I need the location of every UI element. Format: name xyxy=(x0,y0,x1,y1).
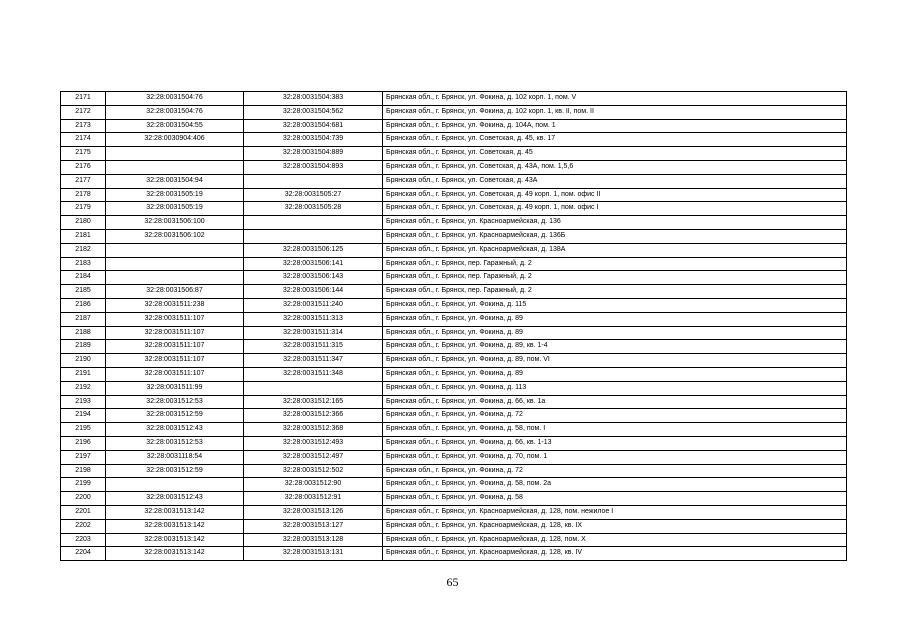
object-cadastral-cell xyxy=(244,216,383,230)
land-plot-cadastral-cell: 32:28:0031511:107 xyxy=(106,326,244,340)
land-plot-cadastral-cell: 32:28:0031511:107 xyxy=(106,354,244,368)
row-number-cell: 2204 xyxy=(61,547,106,561)
row-number-cell: 2176 xyxy=(61,160,106,174)
address-cell: Брянская обл., г. Брянск, ул. Красноармейская, д. 136 xyxy=(383,216,847,230)
object-cadastral-cell: 32:28:0031505:27 xyxy=(244,188,383,202)
land-plot-cadastral-cell xyxy=(106,271,244,285)
address-cell: Брянская обл., г. Брянск, ул. Фокина, д. 102 корп. 1, пом. V xyxy=(383,92,847,106)
address-cell: Брянская обл., г. Брянск, ул. Фокина, д. 70, пом. 1 xyxy=(383,450,847,464)
row-number-cell: 2182 xyxy=(61,243,106,257)
table-row xyxy=(61,354,847,368)
address-cell: Брянская обл., г. Брянск, ул. Красноармейская, д. 128, пом. нежилое I xyxy=(383,505,847,519)
table-row xyxy=(61,243,847,257)
object-cadastral-cell: 32:28:0031506:144 xyxy=(244,285,383,299)
object-cadastral-cell: 32:28:0031511:348 xyxy=(244,367,383,381)
land-plot-cadastral-cell: 32:28:0031506:100 xyxy=(106,216,244,230)
table-row xyxy=(61,229,847,243)
table-row xyxy=(61,312,847,326)
row-number-cell: 2175 xyxy=(61,147,106,161)
address-cell: Брянская обл., г. Брянск, ул. Фокина, д. 115 xyxy=(383,298,847,312)
table-row xyxy=(61,298,847,312)
land-plot-cadastral-cell: 32:28:0031513:142 xyxy=(106,505,244,519)
object-cadastral-cell xyxy=(244,381,383,395)
table-row xyxy=(61,450,847,464)
row-number-cell: 2180 xyxy=(61,216,106,230)
row-number-cell: 2200 xyxy=(61,492,106,506)
table-row xyxy=(61,285,847,299)
object-cadastral-cell: 32:28:0031504:681 xyxy=(244,119,383,133)
address-cell: Брянская обл., г. Брянск, ул. Фокина, д. 72 xyxy=(383,464,847,478)
object-cadastral-cell: 32:28:0031504:562 xyxy=(244,105,383,119)
address-cell: Брянская обл., г. Брянск, ул. Красноармейская, д. 128, пом. X xyxy=(383,533,847,547)
address-cell: Брянская обл., г. Брянск, ул. Фокина, д. 89, пом. VI xyxy=(383,354,847,368)
land-plot-cadastral-cell: 32:28:0031513:142 xyxy=(106,519,244,533)
table-row xyxy=(61,326,847,340)
row-number-cell: 2185 xyxy=(61,285,106,299)
object-cadastral-cell: 32:28:0031512:90 xyxy=(244,478,383,492)
object-cadastral-cell: 32:28:0031511:313 xyxy=(244,312,383,326)
object-cadastral-cell: 32:28:0031513:128 xyxy=(244,533,383,547)
object-cadastral-cell: 32:28:0031505:28 xyxy=(244,202,383,216)
land-plot-cadastral-cell: 32:28:0030904:406 xyxy=(106,133,244,147)
address-cell: Брянская обл., г. Брянск, ул. Советская, д. 45, кв. 17 xyxy=(383,133,847,147)
object-cadastral-cell: 32:28:0031513:126 xyxy=(244,505,383,519)
table-row xyxy=(61,119,847,133)
row-number-cell: 2197 xyxy=(61,450,106,464)
address-cell: Брянская обл., г. Брянск, ул. Красноармейская, д. 136Б xyxy=(383,229,847,243)
row-number-cell: 2196 xyxy=(61,436,106,450)
row-number-cell: 2189 xyxy=(61,340,106,354)
address-cell: Брянская обл., г. Брянск, ул. Красноармейская, д. 138А xyxy=(383,243,847,257)
object-cadastral-cell: 32:28:0031504:739 xyxy=(244,133,383,147)
land-plot-cadastral-cell: 32:28:0031506:102 xyxy=(106,229,244,243)
land-plot-cadastral-cell: 32:28:0031511:107 xyxy=(106,312,244,326)
object-cadastral-cell: 32:28:0031512:497 xyxy=(244,450,383,464)
address-cell: Брянская обл., г. Брянск, ул. Фокина, д. 58, пом. I xyxy=(383,423,847,437)
object-cadastral-cell: 32:28:0031512:368 xyxy=(244,423,383,437)
table-row xyxy=(61,340,847,354)
row-number-cell: 2198 xyxy=(61,464,106,478)
land-plot-cadastral-cell: 32:28:0031504:76 xyxy=(106,92,244,106)
object-cadastral-cell: 32:28:0031511:347 xyxy=(244,354,383,368)
table-row xyxy=(61,133,847,147)
object-cadastral-cell: 32:28:0031504:889 xyxy=(244,147,383,161)
land-plot-cadastral-cell xyxy=(106,147,244,161)
table-row xyxy=(61,202,847,216)
object-cadastral-cell: 32:28:0031511:315 xyxy=(244,340,383,354)
land-plot-cadastral-cell: 32:28:0031512:59 xyxy=(106,409,244,423)
table-row xyxy=(61,216,847,230)
address-cell: Брянская обл., г. Брянск, ул. Советская, д. 43А xyxy=(383,174,847,188)
object-cadastral-cell: 32:28:0031511:240 xyxy=(244,298,383,312)
table-row xyxy=(61,547,847,561)
address-cell: Брянская обл., г. Брянск, ул. Фокина, д. 66, кв. 1-13 xyxy=(383,436,847,450)
row-number-cell: 2193 xyxy=(61,395,106,409)
address-cell: Брянская обл., г. Брянск, ул. Советская, д. 49 корп. 1, пом. офис II xyxy=(383,188,847,202)
land-plot-cadastral-cell: 32:28:0031512:53 xyxy=(106,395,244,409)
address-cell: Брянская обл., г. Брянск, ул. Фокина, д. 66, кв. 1а xyxy=(383,395,847,409)
object-cadastral-cell xyxy=(244,174,383,188)
table-row xyxy=(61,367,847,381)
address-cell: Брянская обл., г. Брянск, ул. Советская, д. 49 корп. 1, пом. офис I xyxy=(383,202,847,216)
table-row xyxy=(61,105,847,119)
table-row xyxy=(61,505,847,519)
table-row xyxy=(61,160,847,174)
land-plot-cadastral-cell xyxy=(106,478,244,492)
land-plot-cadastral-cell: 32:28:0031504:76 xyxy=(106,105,244,119)
row-number-cell: 2194 xyxy=(61,409,106,423)
row-number-cell: 2191 xyxy=(61,367,106,381)
land-plot-cadastral-cell: 32:28:0031504:55 xyxy=(106,119,244,133)
address-cell: Брянская обл., г. Брянск, ул. Советская, д. 45 xyxy=(383,147,847,161)
object-cadastral-cell: 32:28:0031512:165 xyxy=(244,395,383,409)
table-row xyxy=(61,409,847,423)
land-plot-cadastral-cell: 32:28:0031513:142 xyxy=(106,533,244,547)
registry-table xyxy=(60,91,847,561)
table-row xyxy=(61,478,847,492)
address-cell: Брянская обл., г. Брянск, ул. Фокина, д. 89 xyxy=(383,367,847,381)
land-plot-cadastral-cell: 32:28:0031511:238 xyxy=(106,298,244,312)
object-cadastral-cell xyxy=(244,229,383,243)
registry-table-body xyxy=(61,92,847,561)
object-cadastral-cell: 32:28:0031506:143 xyxy=(244,271,383,285)
address-cell: Брянская обл., г. Брянск, пер. Гаражный, д. 2 xyxy=(383,285,847,299)
land-plot-cadastral-cell: 32:28:0031512:43 xyxy=(106,492,244,506)
table-row xyxy=(61,533,847,547)
address-cell: Брянская обл., г. Брянск, ул. Фокина, д. 89 xyxy=(383,312,847,326)
row-number-cell: 2181 xyxy=(61,229,106,243)
object-cadastral-cell: 32:28:0031512:366 xyxy=(244,409,383,423)
land-plot-cadastral-cell: 32:28:0031506:87 xyxy=(106,285,244,299)
row-number-cell: 2174 xyxy=(61,133,106,147)
land-plot-cadastral-cell: 32:28:0031512:59 xyxy=(106,464,244,478)
row-number-cell: 2192 xyxy=(61,381,106,395)
page-number: 65 xyxy=(446,575,459,589)
land-plot-cadastral-cell: 32:28:0031512:53 xyxy=(106,436,244,450)
land-plot-cadastral-cell: 32:28:0031505:19 xyxy=(106,188,244,202)
address-cell: Брянская обл., г. Брянск, пер. Гаражный, д. 2 xyxy=(383,257,847,271)
row-number-cell: 2183 xyxy=(61,257,106,271)
land-plot-cadastral-cell: 32:28:0031511:107 xyxy=(106,340,244,354)
land-plot-cadastral-cell: 32:28:0031513:142 xyxy=(106,547,244,561)
address-cell: Брянская обл., г. Брянск, ул. Советская, д. 43А, пом. 1,5,6 xyxy=(383,160,847,174)
land-plot-cadastral-cell: 32:28:0031511:107 xyxy=(106,367,244,381)
table-row xyxy=(61,395,847,409)
object-cadastral-cell: 32:28:0031513:131 xyxy=(244,547,383,561)
table-row xyxy=(61,92,847,106)
table-row xyxy=(61,188,847,202)
address-cell: Брянская обл., г. Брянск, ул. Фокина, д. 72 xyxy=(383,409,847,423)
row-number-cell: 2171 xyxy=(61,92,106,106)
land-plot-cadastral-cell: 32:28:0031505:19 xyxy=(106,202,244,216)
row-number-cell: 2195 xyxy=(61,423,106,437)
land-plot-cadastral-cell: 32:28:0031118:54 xyxy=(106,450,244,464)
row-number-cell: 2184 xyxy=(61,271,106,285)
address-cell: Брянская обл., г. Брянск, ул. Красноармейская, д. 128, кв. IV xyxy=(383,547,847,561)
address-cell: Брянская обл., г. Брянск, ул. Красноармейская, д. 128, кв. IX xyxy=(383,519,847,533)
address-cell: Брянская обл., г. Брянск, ул. Фокина, д. 113 xyxy=(383,381,847,395)
address-cell: Брянская обл., г. Брянск, ул. Фокина, д. 58, пом. 2а xyxy=(383,478,847,492)
address-cell: Брянская обл., г. Брянск, ул. Фокина, д. 89, кв. 1-4 xyxy=(383,340,847,354)
table-row xyxy=(61,423,847,437)
land-plot-cadastral-cell xyxy=(106,160,244,174)
row-number-cell: 2188 xyxy=(61,326,106,340)
row-number-cell: 2186 xyxy=(61,298,106,312)
object-cadastral-cell: 32:28:0031513:127 xyxy=(244,519,383,533)
land-plot-cadastral-cell xyxy=(106,257,244,271)
table-row xyxy=(61,436,847,450)
row-number-cell: 2199 xyxy=(61,478,106,492)
object-cadastral-cell: 32:28:0031506:141 xyxy=(244,257,383,271)
table-row xyxy=(61,147,847,161)
row-number-cell: 2203 xyxy=(61,533,106,547)
row-number-cell: 2202 xyxy=(61,519,106,533)
row-number-cell: 2177 xyxy=(61,174,106,188)
table-row xyxy=(61,519,847,533)
table-row xyxy=(61,257,847,271)
address-cell: Брянская обл., г. Брянск, ул. Фокина, д. 89 xyxy=(383,326,847,340)
object-cadastral-cell: 32:28:0031512:502 xyxy=(244,464,383,478)
land-plot-cadastral-cell: 32:28:0031512:43 xyxy=(106,423,244,437)
row-number-cell: 2190 xyxy=(61,354,106,368)
address-cell: Брянская обл., г. Брянск, ул. Фокина, д. 102 корп. 1, кв. II, пом. II xyxy=(383,105,847,119)
row-number-cell: 2172 xyxy=(61,105,106,119)
row-number-cell: 2201 xyxy=(61,505,106,519)
object-cadastral-cell: 32:28:0031511:314 xyxy=(244,326,383,340)
object-cadastral-cell: 32:28:0031512:493 xyxy=(244,436,383,450)
table-row xyxy=(61,492,847,506)
row-number-cell: 2178 xyxy=(61,188,106,202)
address-cell: Брянская обл., г. Брянск, ул. Фокина, д. 104А, пом. 1 xyxy=(383,119,847,133)
row-number-cell: 2173 xyxy=(61,119,106,133)
land-plot-cadastral-cell: 32:28:0031504:94 xyxy=(106,174,244,188)
table-row xyxy=(61,381,847,395)
object-cadastral-cell: 32:28:0031504:893 xyxy=(244,160,383,174)
address-cell: Брянская обл., г. Брянск, пер. Гаражный, д. 2 xyxy=(383,271,847,285)
table-row xyxy=(61,271,847,285)
object-cadastral-cell: 32:28:0031506:125 xyxy=(244,243,383,257)
object-cadastral-cell: 32:28:0031504:383 xyxy=(244,92,383,106)
table-row xyxy=(61,464,847,478)
address-cell: Брянская обл., г. Брянск, ул. Фокина, д. 58 xyxy=(383,492,847,506)
land-plot-cadastral-cell: 32:28:0031511:99 xyxy=(106,381,244,395)
row-number-cell: 2187 xyxy=(61,312,106,326)
land-plot-cadastral-cell xyxy=(106,243,244,257)
object-cadastral-cell: 32:28:0031512:91 xyxy=(244,492,383,506)
table-row xyxy=(61,174,847,188)
row-number-cell: 2179 xyxy=(61,202,106,216)
